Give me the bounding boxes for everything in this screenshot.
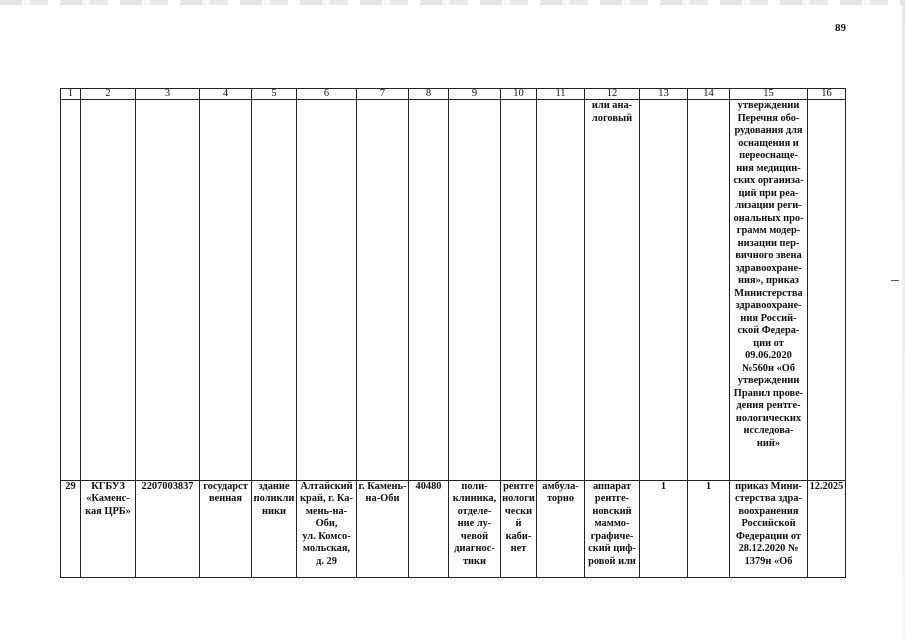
table-cell [640,100,688,481]
code-cell: 40480 [409,480,449,577]
header-cell: 9 [449,89,501,100]
room-cell: рентге нологи ческий каби- нет [501,480,537,577]
header-cell: 6 [297,89,357,100]
header-cell: 8 [409,89,449,100]
table-cell [449,100,501,481]
table-cell [252,100,297,481]
header-cell: 16 [808,89,846,100]
header-cell: 13 [640,89,688,100]
header-cell: 4 [200,89,252,100]
table-cell [808,100,846,481]
page-number: 89 [835,22,846,34]
header-cell: 5 [252,89,297,100]
department-cell: поли- клиника, отделе- ние лу- чевой диагнос- тики [449,480,501,577]
equipment-table [60,88,846,578]
header-cell: 10 [501,89,537,100]
settlement-cell: г. Камень- на-Оби [357,480,409,577]
table-cell [409,100,449,481]
table-cell [501,100,537,481]
inn-cell: 2207003837 [136,480,200,577]
care-condition-cell: амбула- торно [537,480,585,577]
header-cell: 3 [136,89,200,100]
table-cell [297,100,357,481]
header-cell: 12 [585,89,640,100]
header-cell: 7 [357,89,409,100]
continuation-row [61,100,846,481]
header-cell: 2 [81,89,136,100]
scan-top-edge [0,0,905,5]
table-cell [688,100,730,481]
header-cell: 11 [537,89,585,100]
table-cell [357,100,409,481]
header-cell: 15 [730,89,808,100]
table-cell [81,100,136,481]
equipment-cell: аппарат рентге- новский маммо- графиче- ский циф- ровой или [585,480,640,577]
header-cell: 1 [61,89,81,100]
header-cell: 14 [688,89,730,100]
organization-cell: КГБУЗ «Каменс- кая ЦРБ» [81,480,136,577]
legal-basis-cell: приказ Мини- стерства здра- воохранения Российской Федерации от 28.12.2020 № 1379н «Об [730,480,808,577]
header-row [61,89,846,100]
equipment-analog-cell: или ана- логовый [585,100,640,481]
table-row [61,480,846,577]
row-number-cell: 29 [61,480,81,577]
table-cell [537,100,585,481]
building-cell: здание поликли ники [252,480,297,577]
ownership-cell: государст венная [200,480,252,577]
quantity-cell: 1 [640,480,688,577]
table-cell [200,100,252,481]
margin-tick-mark [891,280,899,281]
table-cell [136,100,200,481]
address-cell: Алтайский край, г. Ка- мень-на- Оби, ул. Комсо- мольская, д. 29 [297,480,357,577]
legal-basis-cell: утверждении Перечня обо- рудования для оснащения и переоснаще- ния медицин- ских организа- ций при реа- лизации реги- ональных про- грамм модер- низации пер- вичного звена здравоохране- ния», приказ Министерства здравоохране- ния Россий- ской Федера- ции от 09.06.2020 №560н «Об утверждении Правил прове- дения рентге- нологических исследова- ний» [730,100,808,481]
table-cell [61,100,81,481]
deadline-cell: 12.2025 [808,480,846,577]
quantity-cell: 1 [688,480,730,577]
